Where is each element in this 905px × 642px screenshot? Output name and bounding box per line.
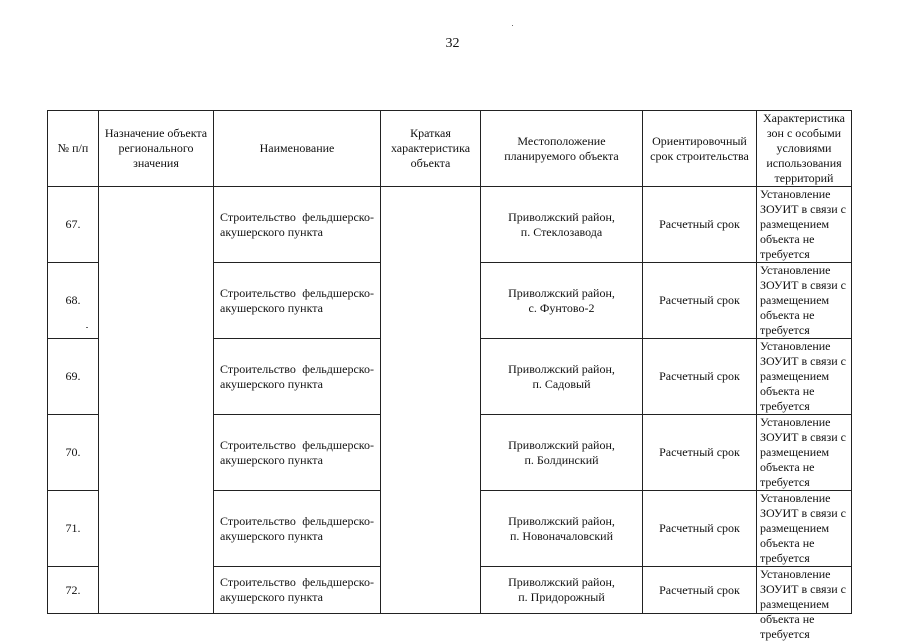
location-settlement: п. Садовый (532, 376, 591, 391)
location-district: Приволжский район, (508, 513, 615, 528)
zone-characteristic: Установление ЗОУИТ в связи с размещением объекта не требуется (757, 339, 852, 415)
header-zones: Характеристика зон с особыми условиями использования территорий (757, 111, 852, 187)
row-number: 68. (48, 263, 99, 339)
object-location (481, 415, 643, 491)
construction-term: Расчетный срок (643, 263, 757, 339)
row-number: 70. (48, 415, 99, 491)
construction-term: Расчетный срок (643, 567, 757, 614)
header-term: Ориентировочный срок строительства (643, 111, 757, 187)
construction-term: Расчетный срок (643, 415, 757, 491)
object-location (481, 567, 643, 614)
object-name: Строительство фельдшерско-акушерского пункта (214, 415, 381, 491)
zone-characteristic: Установление ЗОУИТ в связи с размещением объекта не требуется (757, 491, 852, 567)
header-num: № п/п (48, 111, 99, 187)
table-row (48, 187, 852, 263)
location-district: Приволжский район, (508, 361, 615, 376)
zone-characteristic: Установление ЗОУИТ в связи с размещением объекта не требуется (757, 567, 852, 614)
object-location (481, 263, 643, 339)
zone-characteristic: Установление ЗОУИТ в связи с размещением объекта не требуется (757, 187, 852, 263)
location-settlement: п. Болдинский (524, 452, 599, 467)
location-settlement: п. Новоначаловский (510, 528, 613, 543)
row-number: 69. (48, 339, 99, 415)
object-location (481, 187, 643, 263)
object-name: Строительство фельдшерско-акушерского пункта (214, 339, 381, 415)
location-district: Приволжский район, (508, 437, 615, 452)
object-location (481, 491, 643, 567)
table-header-row (48, 111, 852, 187)
page-number: 32 (445, 36, 460, 51)
zone-characteristic: Установление ЗОУИТ в связи с размещением объекта не требуется (757, 415, 852, 491)
construction-term: Расчетный срок (643, 187, 757, 263)
scan-speck (512, 25, 513, 26)
objects-table (47, 110, 852, 641)
header-name: Наименование (214, 111, 381, 187)
row-number: 67. (48, 187, 99, 263)
location-settlement: п. Стеклозавода (520, 224, 603, 239)
purpose-cell (99, 187, 214, 614)
object-location (481, 339, 643, 415)
header-location: Местоположение планируемого объекта (481, 111, 643, 187)
object-name: Строительство фельдшерско-акушерского пункта (214, 263, 381, 339)
construction-term: Расчетный срок (643, 491, 757, 567)
location-settlement: с. Фунтово-2 (528, 300, 595, 315)
row-number: 71. (48, 491, 99, 567)
header-brief: Краткая характеристика объекта (381, 111, 481, 187)
object-name: Строительство фельдшерско-акушерского пункта (214, 187, 381, 263)
location-district: Приволжский район, (508, 209, 615, 224)
location-district: Приволжский район, (508, 575, 615, 589)
location-settlement: п. Придорожный (518, 590, 605, 604)
header-purpose: Назначение объекта регионального значения (99, 111, 214, 187)
object-name: Строительство фельдшерско-акушерского пункта (214, 567, 381, 614)
object-name: Строительство фельдшерско-акушерского пункта (214, 491, 381, 567)
zone-characteristic: Установление ЗОУИТ в связи с размещением объекта не требуется (757, 263, 852, 339)
location-district: Приволжский район, (508, 285, 615, 300)
construction-term: Расчетный срок (643, 339, 757, 415)
row-number: 72. (48, 567, 99, 614)
brief-cell (381, 187, 481, 614)
